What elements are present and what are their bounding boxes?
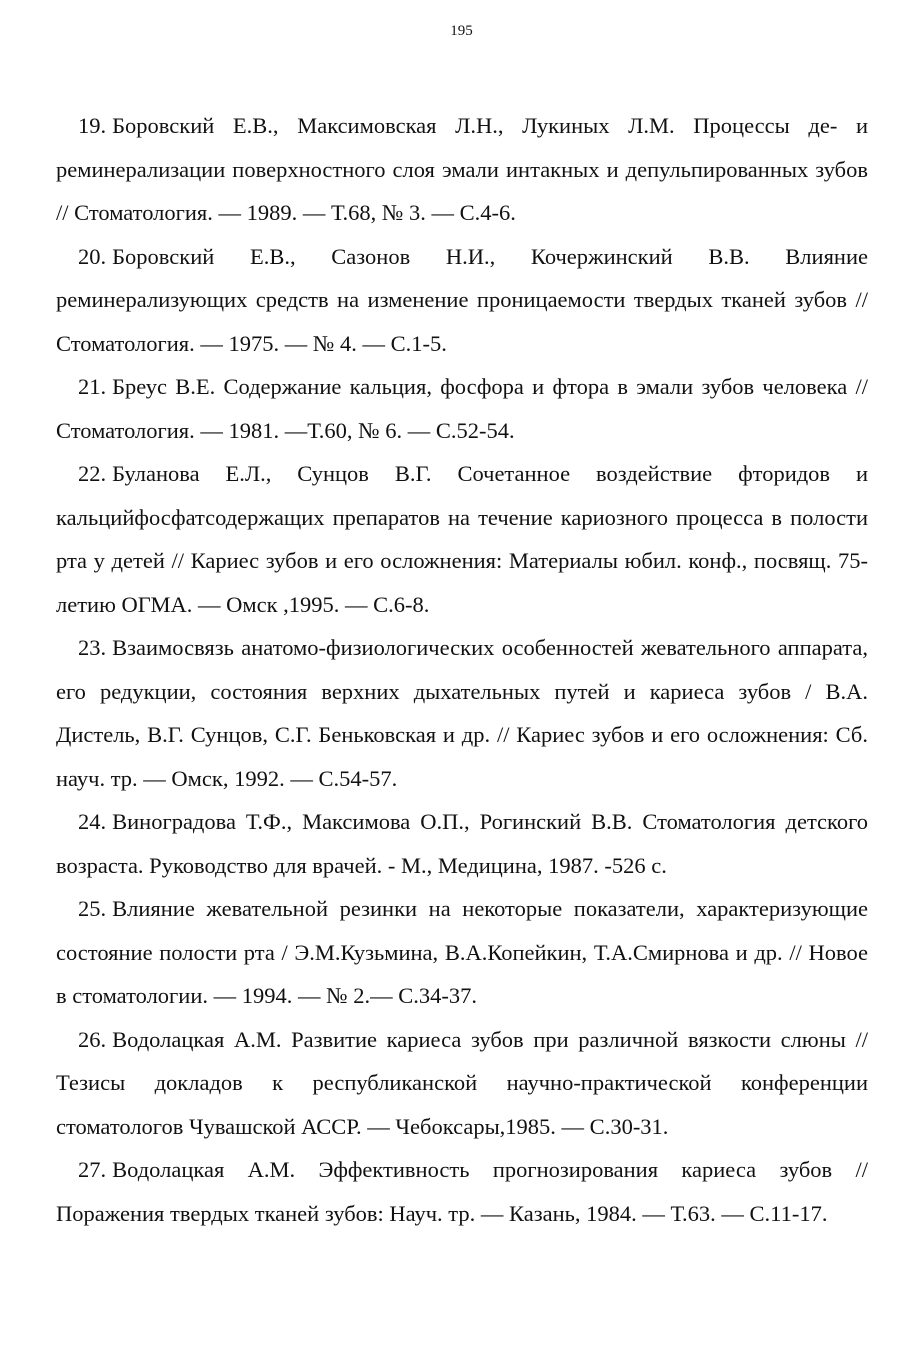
reference-number: 25. [78, 896, 107, 921]
reference-number: 22. [78, 461, 107, 486]
reference-text: Боровский Е.В., Максимовская Л.Н., Лукиных Л.М. Процессы де- и реминерализации поверхностного слоя эмали интакных и депульпированных зубов // Стоматология. — 1989. — Т.68, № 3. — С.4-6. [56, 113, 868, 225]
reference-text: Влияние жевательной резинки на некоторые показатели, характеризующие состояние полости рта / Э.М.Кузьмина, В.А.Копейкин, Т.А.Смирнова и др. // Новое в стоматологии. — 1994. — № 2.— С.34-37. [56, 896, 868, 1008]
reference-item [56, 235, 868, 366]
reference-item [56, 626, 868, 800]
reference-text: Буланова Е.Л., Сунцов В.Г. Сочетанное воздействие фторидов и кальцийфосфатсодержащих препаратов на течение кариозного процесса в полости рта у детей // Кариес зубов и его осложнения: Материалы юбил. конф., посвящ. 75-летию ОГМА. — Омск ,1995. — С.6-8. [56, 461, 868, 617]
page-number: 195 [450, 23, 473, 39]
reference-item [56, 800, 868, 887]
reference-text: Бреус В.Е. Содержание кальция, фосфора и фтора в эмали зубов человека // Стоматология. — 1981. —Т.60, № 6. — С.52-54. [56, 374, 868, 443]
reference-number: 19. [78, 113, 107, 138]
reference-number: 20. [78, 243, 107, 269]
reference-item [56, 1018, 868, 1149]
reference-number: 23. [78, 635, 107, 660]
reference-text: Водолацкая А.М. Эффективность прогнозирования кариеса зубов // Поражения твердых тканей зубов: Науч. тр. — Казань, 1984. — Т.63. — С.11-17. [56, 1157, 868, 1226]
reference-number: 27. [78, 1157, 107, 1182]
reference-number: 21. [78, 374, 107, 399]
reference-list [56, 104, 868, 1235]
reference-number: 24. [78, 809, 107, 834]
reference-text: Боровский Е.В., Сазонов Н.И., Кочержинский В.В. Влияние реминерализующих средств на изменение проницаемости твердых тканей зубов // Стоматология. — 1975. — № 4. — С.1-5. [56, 243, 868, 356]
reference-text: Взаимосвязь анатомо-физиологических особенностей жевательного аппарата, его редукции, состояния верхних дыхательных путей и кариеса зубов / В.А. Дистель, В.Г. Сунцов, С.Г. Беньковская и др. // Кариес зубов и его осложнения: Сб. науч. тр. — Омск, 1992. — С.54-57. [56, 635, 868, 791]
reference-item [56, 452, 868, 626]
reference-number: 26. [78, 1026, 107, 1052]
reference-item [56, 887, 868, 1018]
reference-text: Водолацкая А.М. Развитие кариеса зубов при различной вязкости слюны // Тезисы докладов к республиканской научно-практической конференции стоматологов Чувашской АССР. — Чебоксары,1985. — С.30-31. [56, 1026, 868, 1139]
reference-item [56, 1148, 868, 1235]
reference-item [56, 365, 868, 452]
reference-text: Виноградова Т.Ф., Максимова О.П., Рогинский В.В. Стоматология детского возраста. Руководство для врачей. - М., Медицина, 1987. -526 с. [56, 809, 868, 878]
reference-item [56, 104, 868, 235]
